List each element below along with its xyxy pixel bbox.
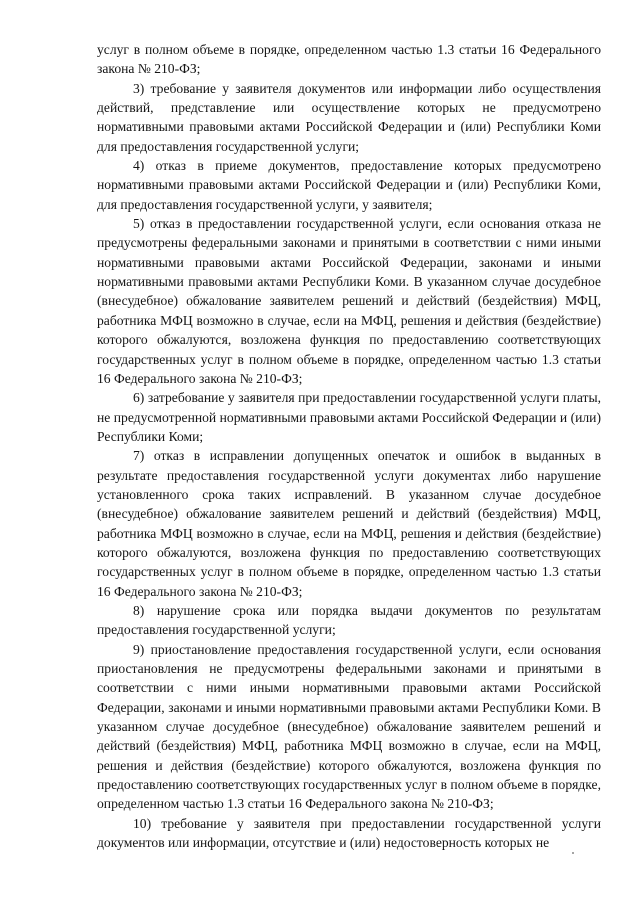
scan-speck [572,852,574,854]
paragraph-item-5: 5) отказ в предоставлении государственной услуги, если основания отказа не предусмотрены федеральными законами и принятыми в соответствии с ними иными нормативными правовыми актами Российской Федерации, законами и иными нормативными правовыми актами Республики Коми. В указанном случае досудебное (внесудебное) обжалование заявителем решений и действий (бездействия) МФЦ, работника МФЦ возможно в случае, если на МФЦ, решения и действия (бездействие) которого обжалуются, возложена функция по предоставлению соответствующих государственных услуг в полном объеме в порядке, определенном частью 1.3 статьи 16 Федерального закона № 210-ФЗ; [97,216,601,386]
document-page [97,40,601,852]
paragraph-item-4: 4) отказ в приеме документов, предоставление которых предусмотрено нормативными правовыми актами Российской Федерации и (или) Республики Коми, для предоставления государственной услуги, у заявителя; [97,158,601,212]
paragraph-item-6: 6) затребование у заявителя при предоставлении государственной услуги платы, не предусмотренной нормативными правовыми актами Российской Федерации и (или) Республики Коми; [97,390,601,444]
paragraph-item-8: 8) нарушение срока или порядка выдачи документов по результатам предоставления государственной услуги; [97,602,601,638]
paragraph-item-3: 3) требование у заявителя документов или информации либо осуществления действий, представление или осуществление которых не предусмотрено нормативными правовыми актами Российской Федерации и (или) Республики Коми для предоставления государственной услуги; [97,80,601,154]
paragraph-item-7: 7) отказ в исправлении допущенных опечаток и ошибок в выданных в результате предоставления государственной услуги документах либо нарушение установленного срока таких исправлений. В указанном случае досудебное (внесудебное) обжалование заявителем решений и действий (бездействия) МФЦ, работника МФЦ возможно в случае, если на МФЦ, решения и действия (бездействие) которого обжалуются, возложена функция по предоставлению соответствующих государственных услуг в полном объеме в порядке, определенном частью 1.3 статьи 16 Федерального закона № 210-ФЗ; [97,448,601,599]
paragraph-item-9: 9) приостановление предоставления государственной услуги, если основания приостановления не предусмотрены федеральными законами и принятыми в соответствии с ними иными нормативными правовыми актами Российской Федерации, законами и иными нормативными правовыми актами Республики Коми. В указанном случае досудебное (внесудебное) обжалование заявителем решений и действий (бездействия) МФЦ, работника МФЦ возможно в случае, если на МФЦ, решения и действия (бездействие) которого обжалуются, возложена функция по предоставлению соответствующих государственных услуг в полном объеме в порядке, определенном частью 1.3 статьи 16 Федерального закона № 210-ФЗ; [97,641,601,812]
paragraph-continuation: услуг в полном объеме в порядке, определенном частью 1.3 статьи 16 Федерального закона № 210-ФЗ; [97,42,601,77]
paragraph-item-10: 10) требование у заявителя при предоставлении государственной услуги документов или информации, отсутствие и (или) недостоверность которых не [97,815,601,851]
